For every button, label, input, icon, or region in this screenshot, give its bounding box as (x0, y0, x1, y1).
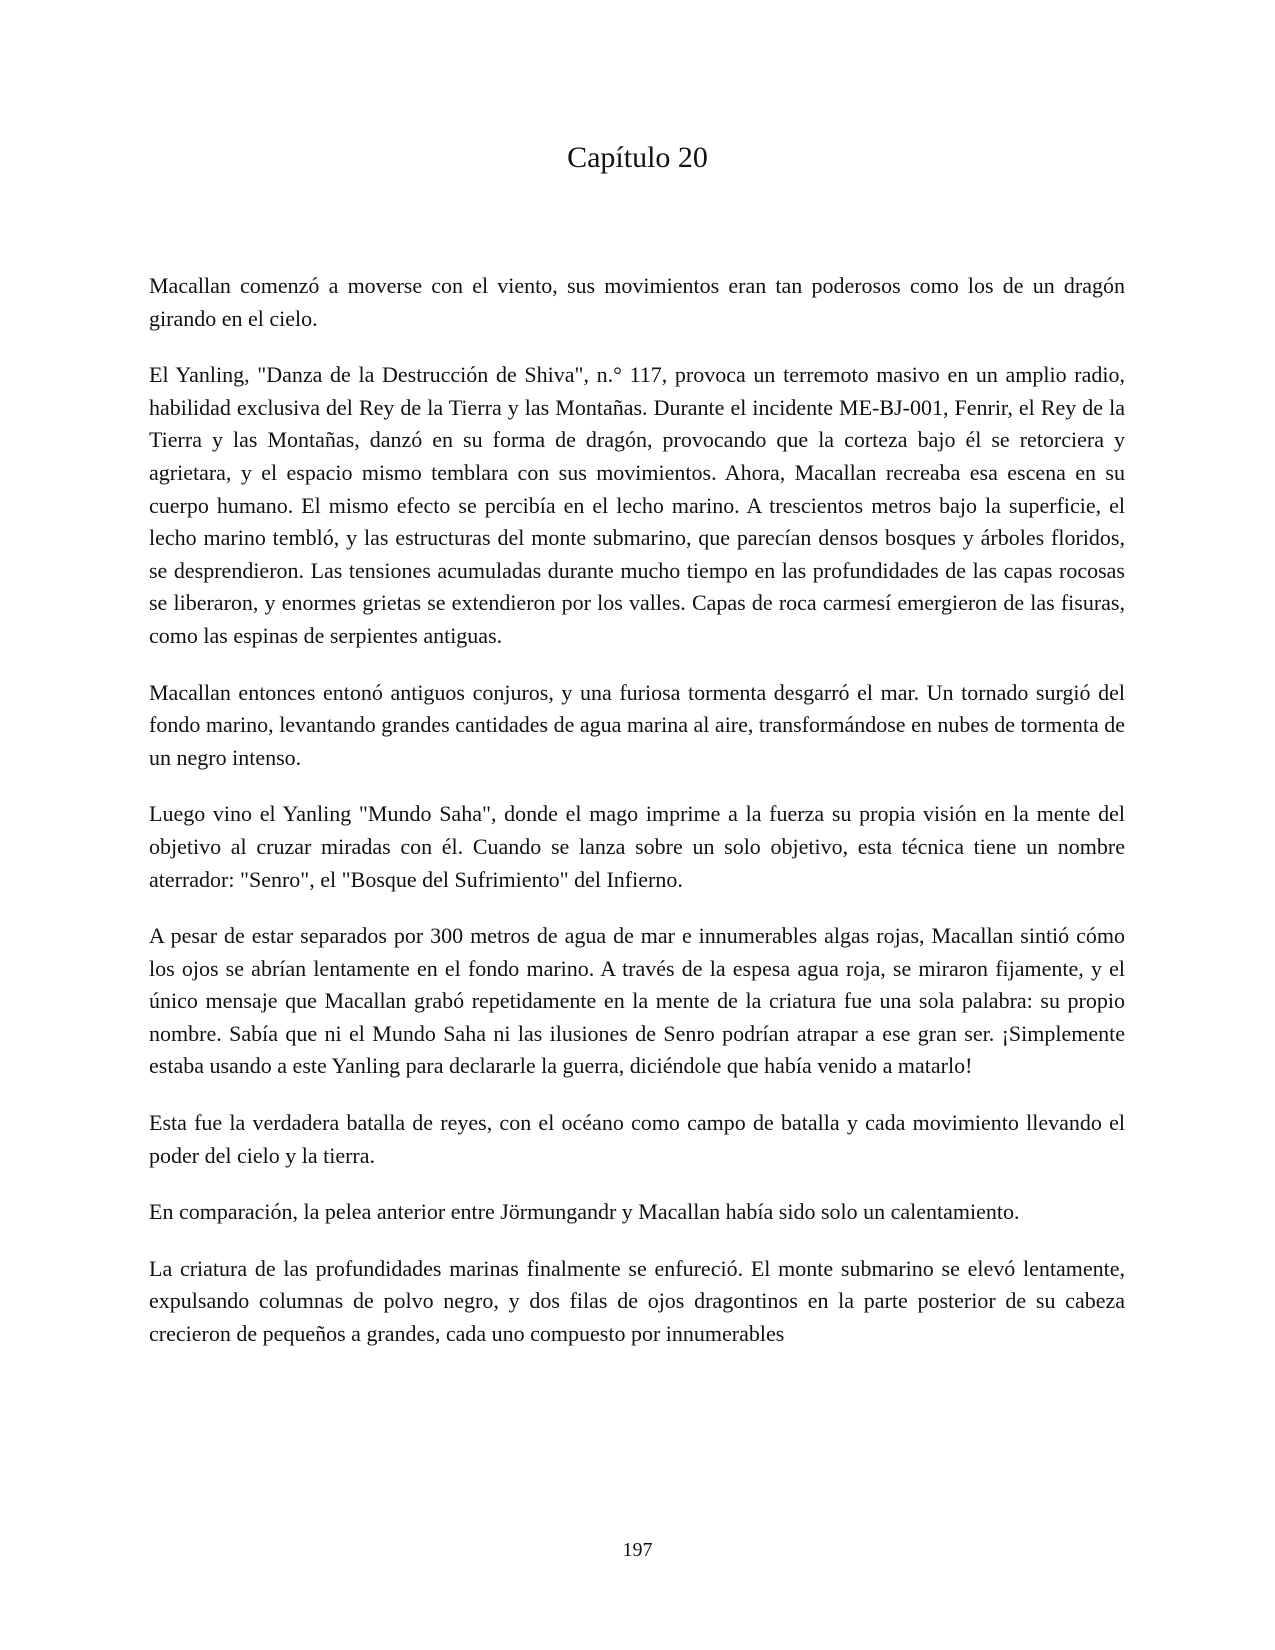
paragraph: El Yanling, "Danza de la Destrucción de Shiva", n.° 117, provoca un terremoto masivo en un amplio radio, habilidad exclusiva del Rey de la Tierra y las Montañas. Durante el incidente ME-BJ-001, Fenrir, el Rey de la Tierra y las Montañas, danzó en su forma de dragón, provocando que la corteza bajo él se retorciera y agrietara, y el espacio mismo temblara con sus movimientos. Ahora, Macallan recreaba esa escena en su cuerpo humano. El mismo efecto se percibía en el lecho marino. A trescientos metros bajo la superficie, el lecho marino tembló, y las estructuras del monte submarino, que parecían densos bosques y árboles floridos, se desprendieron. Las tensiones acumuladas durante mucho tiempo en las profundidades de las capas rocosas se liberaron, y enormes grietas se extendieron por los valles. Capas de roca carmesí emergieron de las fisuras, como las espinas de serpientes antiguas. (149, 362, 1125, 648)
paragraph: Esta fue la verdadera batalla de reyes, con el océano como campo de batalla y cada movimiento llevando el poder del cielo y la tierra. (149, 1110, 1125, 1168)
paragraph: La criatura de las profundidades marinas finalmente se enfureció. El monte submarino se elevó lentamente, expulsando columnas de polvo negro, y dos filas de ojos dragontinos en la parte posterior de su cabeza crecieron de pequeños a grandes, cada uno compuesto por innumerables (149, 1255, 1125, 1347)
chapter-body (149, 270, 1125, 1375)
paragraph: Macallan comenzó a moverse con el viento, sus movimientos eran tan poderosos como los de un dragón girando en el cielo. (149, 273, 1125, 331)
paragraph: En comparación, la pelea anterior entre Jörmungandr y Macallan había sido solo un calentamiento. (149, 1199, 1020, 1225)
paragraph: Macallan entonces entonó antiguos conjuros, y una furiosa tormenta desgarró el mar. Un tornado surgió del fondo marino, levantando grandes cantidades de agua marina al aire, transformándose en nubes de tormenta de un negro intenso. (149, 679, 1125, 770)
chapter-title: Capítulo 20 (567, 141, 708, 174)
page-number: 197 (622, 1539, 653, 1561)
paragraph: A pesar de estar separados por 300 metros de agua de mar e innumerables algas rojas, Macallan sintió cómo los ojos se abrían lentamente en el fondo marino. A través de la espesa agua roja, se miraron fijamente, y el único mensaje que Macallan grabó repetidamente en la mente de la criatura fue una sola palabra: su propio nombre. Sabía que ni el Mundo Saha ni las ilusiones de Senro podrían atrapar a ese gran ser. ¡Simplemente estaba usando a este Yanling para declararle la guerra, diciéndole que había venido a matarlo! (149, 923, 1125, 1079)
paragraph: Luego vino el Yanling "Mundo Saha", donde el mago imprime a la fuerza su propia visión en la mente del objetivo al cruzar miradas con él. Cuando se lanza sobre un solo objetivo, esta técnica tiene un nombre aterrador: "Senro", el "Bosque del Sufrimiento" del Infierno. (149, 801, 1125, 892)
